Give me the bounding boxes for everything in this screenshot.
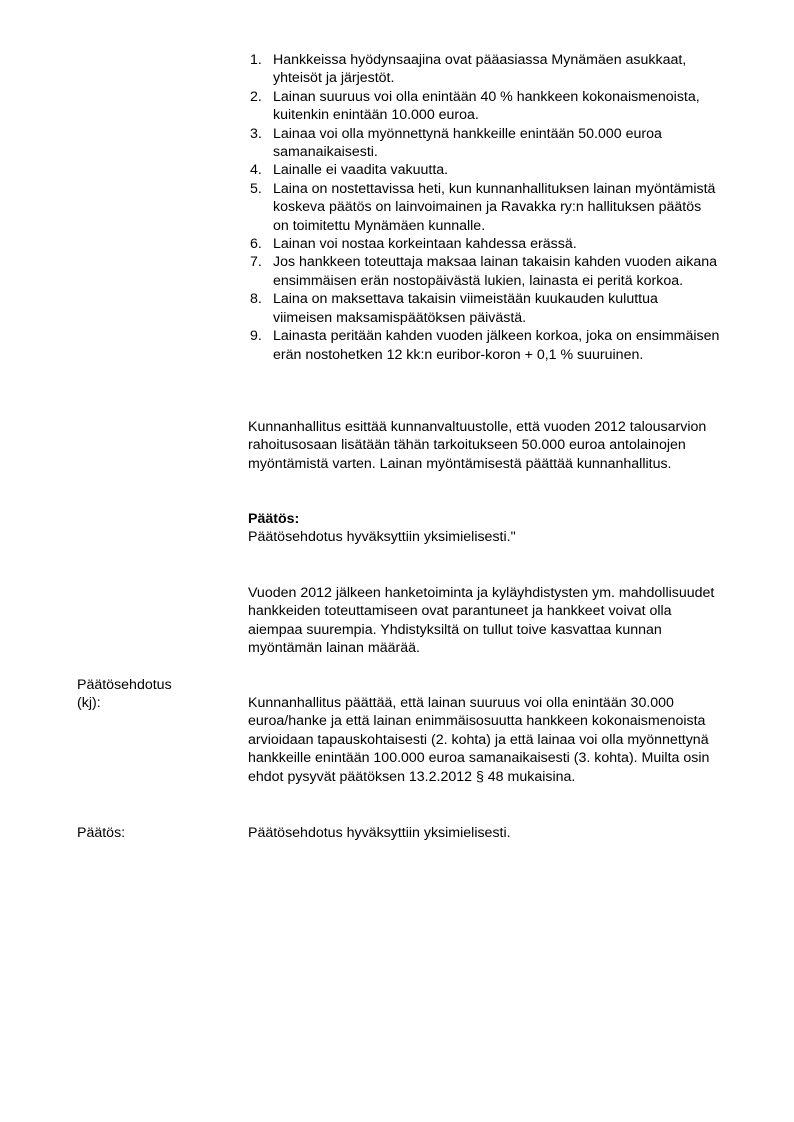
earlier-decision-block xyxy=(248,510,728,547)
proposal-text: Kunnanhallitus päättää, että lainan suuruus voi olla enintään 30.000 euroa/hanke ja että lainan enimmäisosuutta hankkeen kokonaismenoista arvioidaan tapauskohtaisesti (2. kohta) ja että lainaa voi olla myönnettynä hankkeille enintään 100.000 euroa samanaikaisesti (3. kohta). Muilta osin ehdot pysyvät päätöksen 13.2.2012 § 48 mukaisina. xyxy=(248,695,710,785)
condition-number: 6. xyxy=(250,236,262,253)
condition-text: Lainasta peritään kahden vuoden jälkeen korkoa, joka on ensimmäisen erän nostohetken 12 kk:n euribor-koron + 0,1 % suuruinen. xyxy=(273,328,720,363)
condition-item xyxy=(250,180,720,235)
condition-item xyxy=(250,253,720,290)
condition-number: 2. xyxy=(250,88,262,105)
background-block xyxy=(248,584,728,658)
decision-text: Päätösehdotus hyväksyttiin yksimielisesti. xyxy=(248,825,511,841)
background-paragraph: Vuoden 2012 jälkeen hanketoiminta ja kyläyhdistysten ym. mahdollisuudet hankkeiden toteuttamiseen ovat parantuneet ja hankkeet voivat olla aiempaa suurempia. Yhdistyksiltä on tullut toive kasvattaa kunnan myöntämän lainan määrää. xyxy=(248,585,715,657)
decision-heading: Päätös: xyxy=(248,511,300,527)
condition-item xyxy=(250,161,720,179)
condition-text: Laina on maksettava takaisin viimeistään kuukauden kuluttua viimeisen maksamispäätöksen päivästä. xyxy=(273,291,658,326)
loan-conditions-list xyxy=(250,51,720,364)
condition-item xyxy=(250,327,720,364)
proposal-label xyxy=(77,676,237,713)
condition-item xyxy=(250,290,720,327)
condition-number: 3. xyxy=(250,125,262,142)
decision-text-block xyxy=(248,824,728,842)
condition-text: Laina on nostettavissa heti, kun kunnanhallituksen lainan myöntämistä koskeva päätös on lainvoimainen ja Ravakka ry:n hallituksen päätös on toimitettu Mynämäen kunnalle. xyxy=(273,180,716,234)
condition-text: Lainan voi nostaa korkeintaan kahdessa erässä. xyxy=(273,236,577,253)
proposal-text-block xyxy=(248,694,728,786)
condition-text: Lainaa voi olla myönnettynä hankkeille enintään 50.000 euroa samanaikaisesti. xyxy=(273,125,662,161)
condition-number: 7. xyxy=(250,254,262,271)
condition-number: 1. xyxy=(250,52,262,68)
condition-text: Hankkeissa hyödynsaajina ovat pääasiassa Mynämäen asukkaat, yhteisöt ja järjestöt. xyxy=(273,52,687,87)
condition-item xyxy=(250,51,720,88)
condition-text: Lainan suuruus voi olla enintään 40 % hankkeen kokonaismenoista, kuitenkin enintään 10.000 euroa. xyxy=(273,88,700,124)
condition-item xyxy=(250,88,720,125)
condition-item xyxy=(250,125,720,162)
condition-number: 8. xyxy=(250,291,262,308)
condition-item xyxy=(250,235,720,253)
condition-text: Jos hankkeen toteuttaja maksaa lainan takaisin kahden vuoden aikana ensimmäisen erän nostopäivästä lukien, lainasta ei peritä korkoa. xyxy=(273,254,718,289)
condition-number: 5. xyxy=(250,180,262,197)
condition-number: 4. xyxy=(250,162,262,179)
proposal-label-line1: Päätösehdotus xyxy=(77,677,172,693)
condition-number: 9. xyxy=(250,328,262,345)
proposal-paragraph: Kunnanhallitus esittää kunnanvaltuustolle, että vuoden 2012 talousarvion rahoitusosaan lisätään tähän tarkoitukseen 50.000 euroa antolainojen myöntämistä varten. Lainan myöntämisestä päättää kunnanhallitus. xyxy=(248,419,707,472)
decision-quote: Päätösehdotus hyväksyttiin yksimielisesti." xyxy=(248,529,516,546)
decision-label: Päätös: xyxy=(77,825,126,841)
proposal-paragraph-block xyxy=(248,418,728,473)
proposal-label-line2: (kj): xyxy=(77,695,101,712)
condition-text: Lainalle ei vaadita vakuutta. xyxy=(273,162,449,179)
